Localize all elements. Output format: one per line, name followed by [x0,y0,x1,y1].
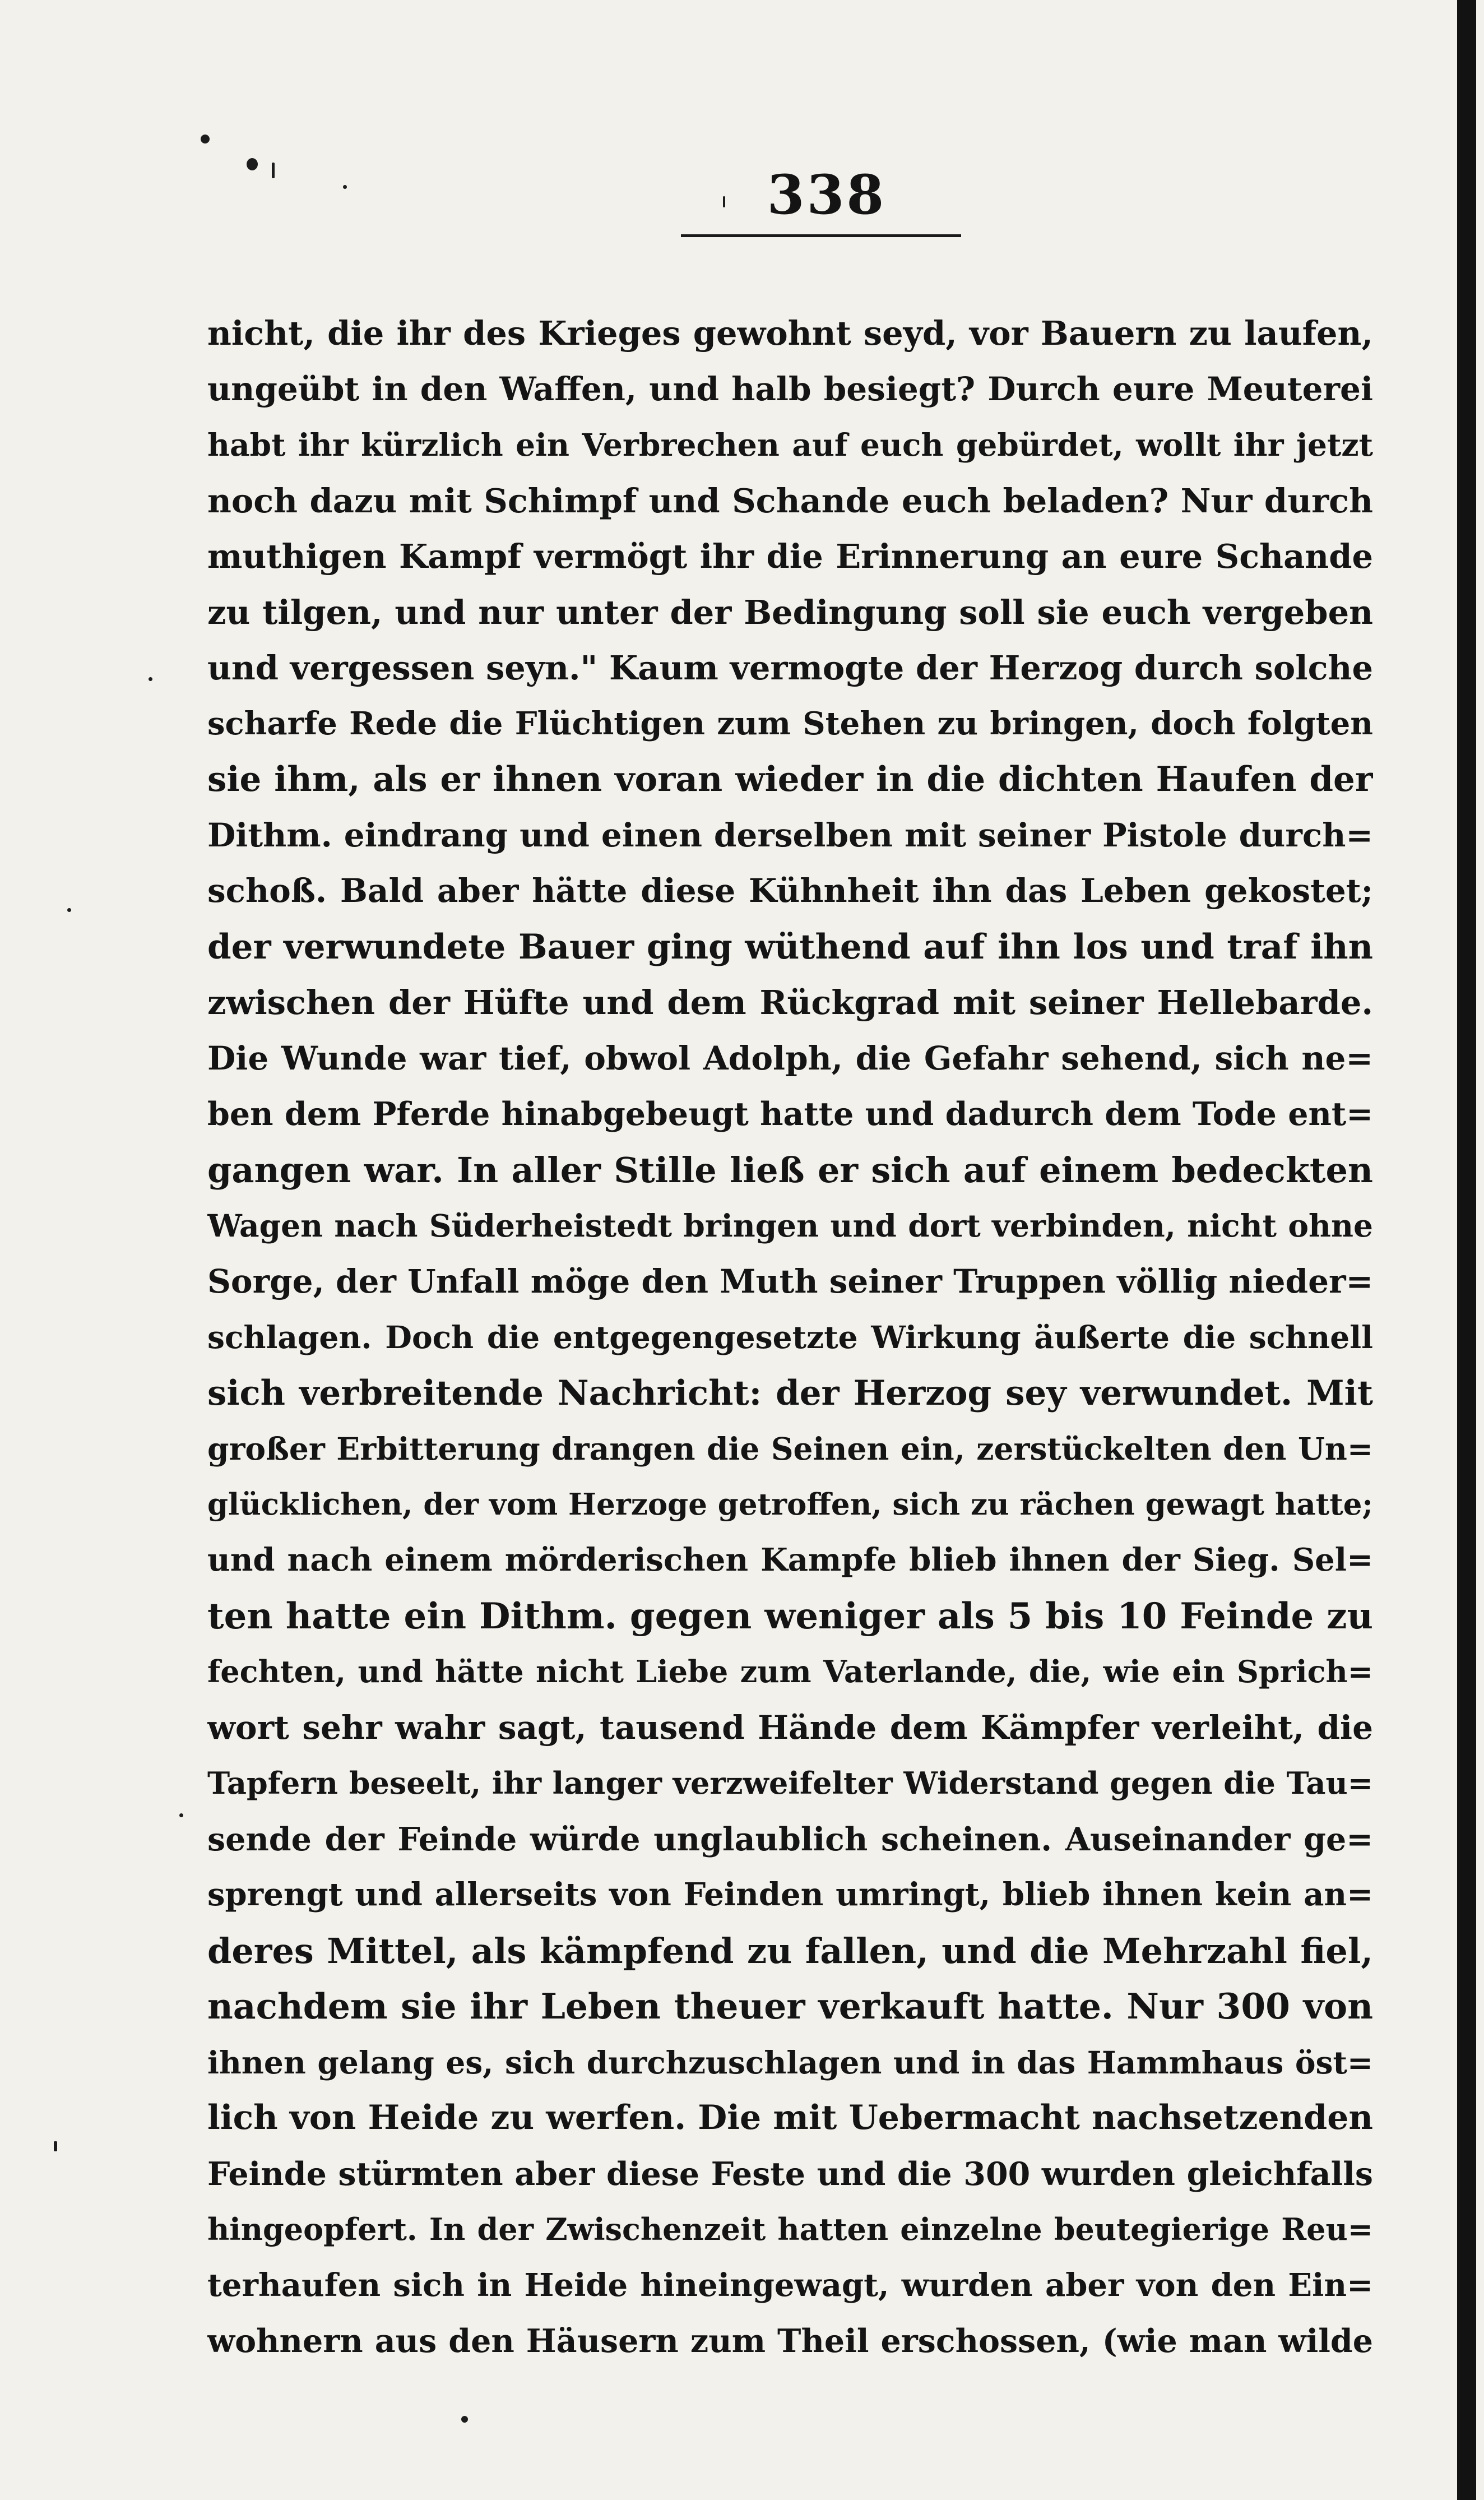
text-line: sich verbreitende Nachricht: der Herzog sey verwundet. Mit [207,1373,1373,1413]
text-line: ungeübt in den Waffen, und halb besiegt? Durch eure Meuterei [207,369,1373,408]
speck [461,2416,468,2423]
text-line: der verwundete Bauer ging wüthend auf ihn los und traf ihn [207,927,1373,967]
speck [343,185,347,189]
text-line: fechten, und hätte nicht Liebe zum Vaterlande, die, wie ein Sprich= [207,1654,1373,1689]
text-line: schlagen. Doch die entgegengesetzte Wirkung äußerte die schnell [207,1319,1373,1355]
text-line: nicht, die ihr des Krieges gewohnt seyd, vor Bauern zu laufen, [207,314,1373,353]
page-edge-shadow [1457,0,1476,2500]
text-line: habt ihr kürzlich ein Verbrechen auf euch gebürdet, wollt ihr jetzt [207,427,1373,463]
speck [54,2141,57,2151]
text-line: zwischen der Hüfte und dem Rückgrad mit seiner Hellebarde. [207,983,1373,1022]
text-line: schoß. Bald aber hätte diese Kühnheit ihn das Leben gekostet; [207,872,1373,910]
speck [179,1813,183,1817]
text-line: terhaufen sich in Heide hineingewagt, wurden aber von den Ein= [207,2266,1373,2304]
page-number: 338 [767,163,887,226]
text-line: großer Erbitterung drangen die Seinen ein, zerstückelten den Un= [207,1430,1373,1467]
speck [272,163,275,178]
text-line: ihnen gelang es, sich durchzuschlagen und in das Hammhaus öst= [207,2044,1373,2081]
text-line: ten hatte ein Dithm. gegen weniger als 5 bis 10 Feinde zu [207,1595,1373,1637]
text-line: nachdem sie ihr Leben theuer verkauft hatte. Nur 300 von [207,1985,1373,2027]
text-line: sprengt und allerseits von Feinden umringt, blieb ihnen kein an= [207,1876,1373,1913]
speck [201,135,210,143]
text-line: gangen war. In aller Stille ließ er sich auf einem bedeckten [207,1149,1373,1191]
speck [149,677,152,681]
text-line: sende der Feinde würde unglaublich scheinen. Auseinander ge= [207,1820,1373,1858]
speck [723,196,725,207]
text-line: sie ihm, als er ihnen voran wieder in die dichten Haufen der [207,760,1373,799]
text-line: ben dem Pferde hinabgebeugt hatte und dadurch dem Tode ent= [207,1095,1373,1133]
text-line: wort sehr wahr sagt, tausend Hände dem Kämpfer verleiht, die [207,1708,1373,1747]
text-line: Sorge, der Unfall möge den Muth seiner Truppen völlig nieder= [207,1262,1373,1300]
text-line: noch dazu mit Schimpf und Schande euch beladen? Nur durch [207,481,1373,520]
text-line: wohnern aus den Häusern zum Theil erschossen, (wie man wilde [207,2322,1373,2360]
speck [67,908,71,912]
text-line: und vergessen seyn." Kaum vermogte der Herzog durch solche [207,649,1373,687]
text-line: muthigen Kampf vermögt ihr die Erinnerung an eure Schande [207,537,1373,576]
header-rule [681,234,961,237]
text-line: Die Wunde war tief, obwol Adolph, die Gefahr sehend, sich ne= [207,1039,1373,1077]
text-line: glücklichen, der vom Herzoge getroffen, sich zu rächen gewagt hatte; [207,1487,1373,1522]
text-line: hingeopfert. In der Zwischenzeit hatten einzelne beutegierige Reu= [207,2211,1373,2247]
text-line: zu tilgen, und nur unter der Bedingung soll sie euch vergeben [207,592,1373,632]
text-line: und nach einem mörderischen Kampfe blieb ihnen der Sieg. Sel= [207,1541,1373,1578]
text-line: Tapfern beseelt, ihr langer verzweifelter Widerstand gegen die Tau= [207,1765,1373,1801]
speck [247,158,258,170]
text-line: deres Mittel, als kämpfend zu fallen, und die Mehrzahl fiel, [207,1930,1373,1971]
text-line: Dithm. eindrang und einen derselben mit seiner Pistole durch= [207,816,1373,854]
body-text [207,305,1373,2369]
text-line: lich von Heide zu werfen. Die mit Uebermacht nachsetzenden [207,2098,1373,2137]
text-line: Feinde stürmten aber diese Feste und die 300 wurden gleichfalls [207,2155,1373,2193]
text-line: Wagen nach Süderheistedt bringen und dort verbinden, nicht ohne [207,1207,1373,1244]
text-line: scharfe Rede die Flüchtigen zum Stehen zu bringen, doch folgten [207,705,1373,742]
